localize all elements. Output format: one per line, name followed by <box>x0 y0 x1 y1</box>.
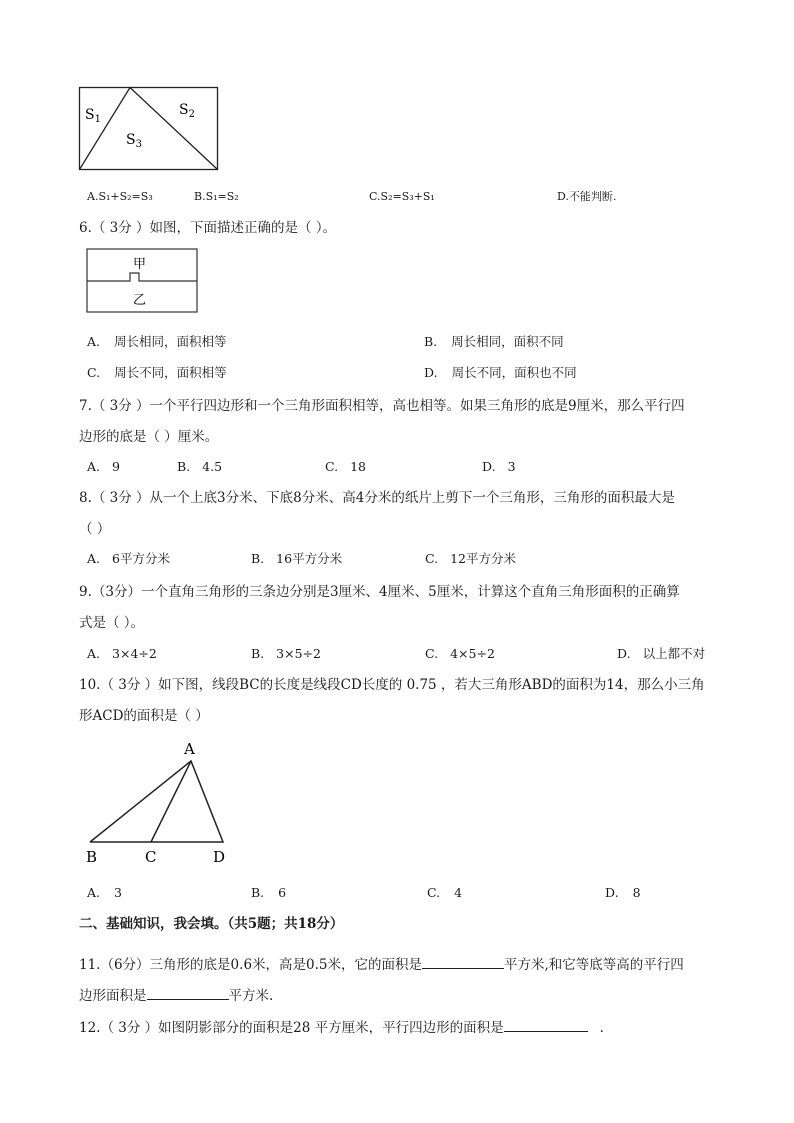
point-d-label: D <box>213 848 226 866</box>
q12-line: 12.（ 3分 ）如图阴影部分的面积是28 平方厘米，平行四边形的面积是 . <box>79 1017 604 1037</box>
q10-stem-line1: 10.（ 3分 ）如下图，线段BC的长度是线段CD长度的 0.75 ，若大三角形ABD的面积为14，那么小三角 <box>79 677 705 693</box>
q6-option-c[interactable]: C. 周长不同，面积相等 <box>87 365 227 380</box>
q11-line2: 边形面积是 平方米. <box>79 985 273 1005</box>
point-b-label: B <box>86 848 98 866</box>
q12-answer-blank[interactable] <box>504 1017 588 1032</box>
q5-option-c[interactable]: C.S₂=S₃+S₁ <box>369 190 435 203</box>
label-s3: $S_3$ <box>126 132 142 150</box>
q5-option-a[interactable]: A.S₁+S₂=S₃ <box>87 190 153 203</box>
q8-option-a[interactable]: A. 6平方分米 <box>87 551 170 566</box>
q6-option-a[interactable]: A. 周长相同，面积相等 <box>87 334 227 349</box>
q7-stem-line1: 7.（ 3分 ）一个平行四边形和一个三角形面积相等，高也相等。如果三角形的底是9厘米，那么平行四 <box>79 398 685 414</box>
q10-stem-line2: 形ACD的面积是（ ） <box>79 708 209 724</box>
q5-option-b[interactable]: B.S₁=S₂ <box>194 190 239 203</box>
q7-option-a[interactable]: A. 9 <box>87 459 120 474</box>
q10-option-b[interactable]: B. 6 <box>251 885 287 900</box>
q8-option-c[interactable]: C. 12平方分米 <box>425 551 516 566</box>
q9-option-b[interactable]: B. 3×5÷2 <box>251 646 321 661</box>
q9-stem-line1: 9.（3分）一个直角三角形的三条边分别是3厘米、4厘米、5厘米，计算这个直角三角形面积的正确算 <box>79 584 680 600</box>
q8-option-b[interactable]: B. 16平方分米 <box>251 551 343 566</box>
q9-option-c[interactable]: C. 4×5÷2 <box>425 646 495 661</box>
q7-option-d[interactable]: D. 3 <box>482 459 516 474</box>
triangle-abd-figure <box>82 738 232 868</box>
q9-option-d[interactable]: D. 以上都不对 <box>617 646 706 661</box>
q7-stem-line2: 边形的底是（ ）厘米。 <box>79 429 219 445</box>
q10-option-c[interactable]: C. 4 <box>427 885 463 900</box>
q11-answer-blank-1[interactable] <box>422 954 504 969</box>
label-yi: 乙 <box>133 293 147 308</box>
q6-option-b[interactable]: B. 周长相同，面积不同 <box>424 334 564 349</box>
label-s2: $S_2$ <box>179 102 195 120</box>
q9-stem-line2: 式是（ ）。 <box>79 615 145 631</box>
label-s1: $S_1$ <box>85 107 101 125</box>
q7-option-c[interactable]: C. 18 <box>325 459 366 474</box>
jia-yi-figure <box>86 248 198 314</box>
section-2-heading: 二、基础知识，我会填。（共5题；共18分） <box>79 916 344 932</box>
q7-option-b[interactable]: B. 4.5 <box>177 459 223 474</box>
q5-option-d[interactable]: D.不能判断. <box>557 190 617 203</box>
q9-option-a[interactable]: A. 3×4÷2 <box>87 646 157 661</box>
q6-stem: 6.（ 3分 ）如图，下面描述正确的是（ ）。 <box>79 220 337 236</box>
q8-stem-line1: 8.（ 3分 ）从一个上底3分米、下底8分米、高4分米的纸片上剪下一个三角形，三角形的面积最大是 <box>79 490 675 506</box>
q10-option-a[interactable]: A. 3 <box>87 885 122 900</box>
q11-answer-blank-2[interactable] <box>147 985 229 1000</box>
point-c-label: C <box>145 848 157 866</box>
q8-stem-line2: （ ） <box>79 521 111 537</box>
q6-option-d[interactable]: D. 周长不同，面积也不同 <box>424 365 577 380</box>
q10-option-d[interactable]: D. 8 <box>605 885 641 900</box>
q11-line1: 11.（6分）三角形的底是0.6米，高是0.5米，它的面积是 平方米,和它等底等高的平行四 <box>79 954 684 974</box>
label-jia: 甲 <box>133 257 147 272</box>
rectangle-triangle-figure <box>78 86 220 172</box>
point-a-label: A <box>184 740 195 758</box>
